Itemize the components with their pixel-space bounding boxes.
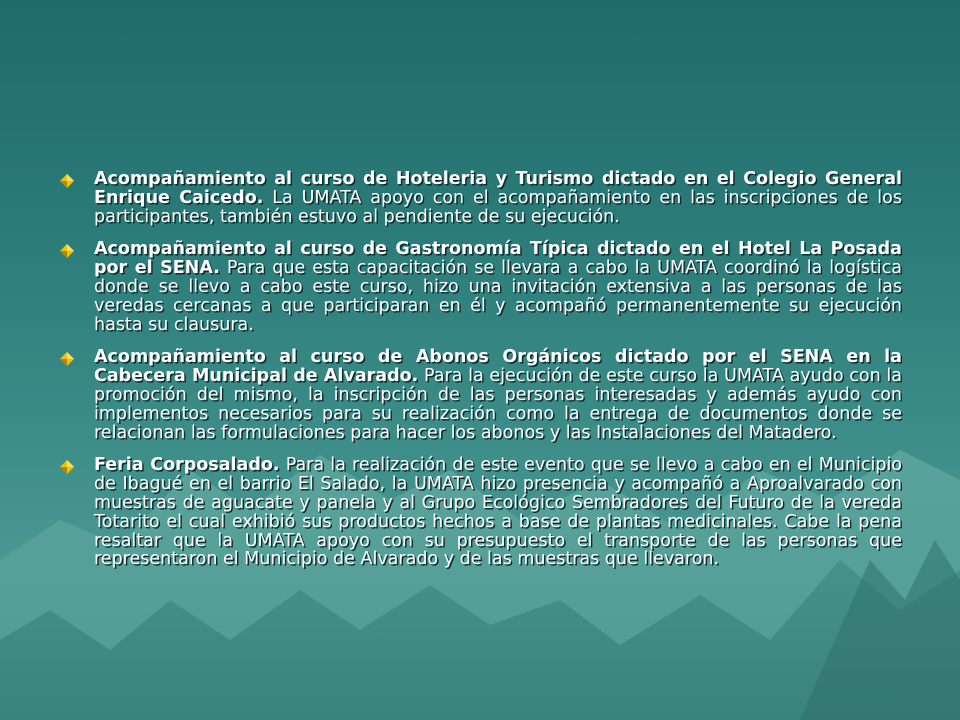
item-lead: Acompañamiento al curso de Abonos Orgánicos dictado por el SENA en la Cabecera Municipal de Alvarado. — [94, 347, 902, 387]
list-item — [58, 456, 902, 569]
item-lead: Feria Corposalado. — [94, 455, 280, 476]
item-lead: Acompañamiento al curso de Gastronomía Típica dictado en el Hotel La Posada por el SENA. — [94, 239, 902, 279]
item-body: Para la ejecución de este curso la UMATA ayudo con la promoción del mismo, la inscripción de las personas interesadas y además ayudo con implementos necesarios para su realización como la entrega de documentos donde se relacionan las formulaciones para hacer los abonos y las Instalaciones del Matadero. — [94, 366, 902, 443]
item-body: Para la realización de este evento que se llevo a cabo en el Municipio de Ibagué en el barrio El Salado, la UMATA hizo presencia y acompañó a Aproalvarado con muestras de aguacate y panela y al Grupo Ecológico Sembradores del Futuro de la vereda Totarito el cual exhibió sus productos hechos a base de plantas medicinales. Cabe la pena resaltar que la UMATA apoyo con su presupuesto el transporte de las personas que representaron el Municipio de Alvarado y de las muestras que llevaron. — [94, 455, 903, 570]
diamond-bullet-icon — [60, 352, 74, 366]
list-item — [58, 170, 902, 226]
diamond-bullet-icon — [60, 460, 74, 474]
diamond-bullet-icon — [60, 244, 74, 258]
item-lead: Acompañamiento al curso de Hoteleria y Turismo dictado en el Colegio General Enrique Caicedo. — [94, 169, 902, 208]
item-body: Para que esta capacitación se llevara a cabo la UMATA coordinó la logística donde se llevo a cabo este curso, hizo una invitación extensiva a las personas de las veredas cercanas a que participaran en él y acompañó permanentemente su ejecución hasta su clausura. — [94, 258, 903, 335]
bullet-list — [58, 170, 902, 583]
list-item — [58, 240, 902, 334]
item-body: La UMATA apoyo con el acompañamiento en las inscripciones de los participantes, también estuvo al pendiente de su ejecución. — [94, 187, 902, 227]
diamond-bullet-icon — [60, 174, 74, 188]
list-item — [58, 348, 902, 442]
